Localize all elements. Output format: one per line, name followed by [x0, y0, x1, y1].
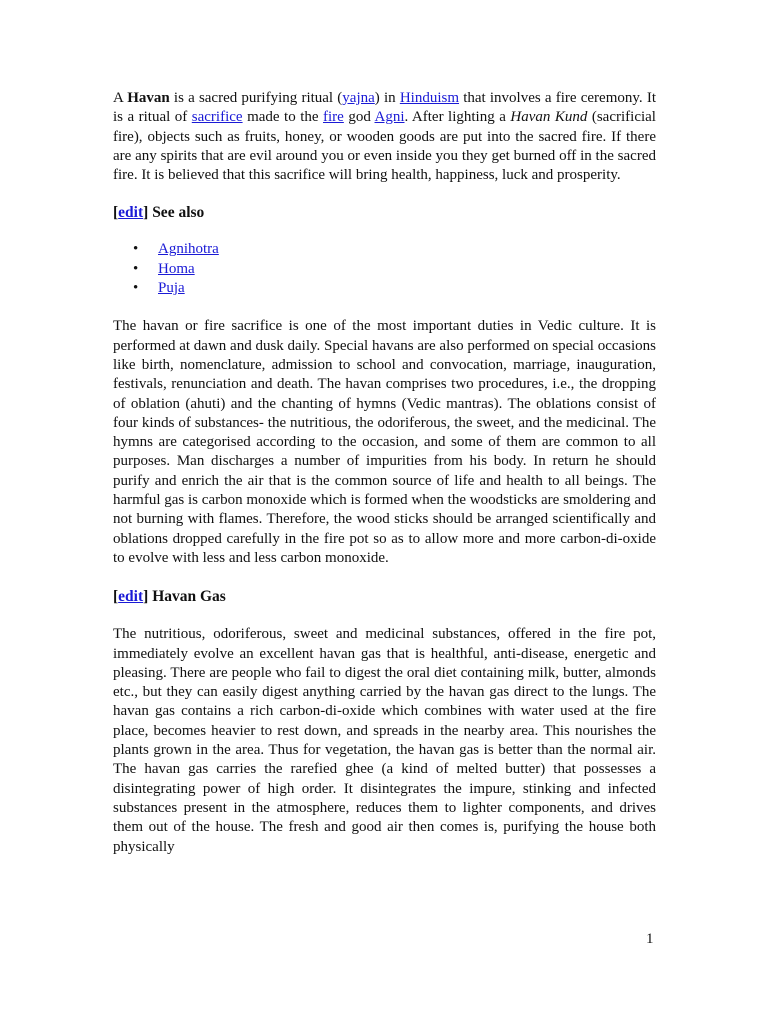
see-also-list — [113, 240, 656, 298]
list-item — [113, 260, 656, 279]
intro-text: made to the — [242, 109, 324, 126]
agnihotra-link[interactable]: Agnihotra — [158, 241, 219, 258]
bracket: [ — [113, 204, 119, 222]
bracket: ] — [143, 204, 153, 222]
list-item — [113, 240, 656, 259]
intro-text: god — [343, 109, 375, 126]
bullet: • — [133, 260, 139, 277]
bullet: • — [133, 241, 139, 258]
intro-text: . After lighting a — [404, 109, 511, 126]
document-page — [113, 89, 656, 857]
havan-term: Havan — [127, 90, 170, 106]
havan-gas-heading — [113, 587, 656, 607]
intro-text: is a sacred purifying ritual ( — [169, 90, 343, 106]
bullet: • — [133, 280, 139, 297]
agni-link[interactable]: Agni — [374, 109, 405, 126]
puja-link[interactable]: Puja — [158, 280, 185, 297]
intro-text: ) in — [374, 90, 400, 106]
see-also-title: See also — [152, 204, 205, 222]
fire-link[interactable]: fire — [323, 109, 344, 126]
sacrifice-link[interactable]: sacrifice — [191, 109, 243, 126]
bracket: [ — [113, 588, 119, 606]
see-also-heading — [113, 203, 656, 223]
see-also-edit-link[interactable]: edit — [118, 204, 144, 222]
hinduism-link[interactable]: Hinduism — [399, 90, 460, 106]
intro-paragraph — [113, 89, 656, 185]
list-item — [113, 279, 656, 298]
yajna-link[interactable]: yajna — [342, 90, 375, 106]
havan-kund-term: Havan Kund — [510, 109, 588, 126]
page-number: 1 — [646, 931, 654, 947]
homa-link[interactable]: Homa — [158, 260, 195, 277]
havan-gas-edit-link[interactable]: edit — [118, 588, 144, 606]
havan-gas-paragraph: The nutritious, odoriferous, sweet and medicinal substances, offered in the fire pot, immediately evolve an excellent havan gas that is healthful, anti-disease, energetic and pleasing. There are people who fail to digest the oral diet containing milk, butter, almonds etc., but they can easily digest anything carried by the havan gas direct to the lungs. The havan gas contains a rich carbon-di-oxide which combines with water used at the fire place, becomes heavier to rest down, and spreads in the nearby area. This nourishes the plants grown in the area. Thus for vegetation, the havan gas is better than the normal air. The havan gas carries the rarefied ghee (a kind of melted butter) that possesses a disintegrating power of high order. It disintegrates the impure, stinking and infected substances present in the atmosphere, reduces them to lighter components, and drives them out of the house. The fresh and good air then comes is, purifying the house both physically — [113, 626, 656, 855]
vedic-culture-paragraph: The havan or fire sacrifice is one of the most important duties in Vedic culture. It is performed at dawn and dusk daily. Special havans are also performed on special occasions like birth, nomenclature, admission to school and convocation, marriage, inauguration, festivals, renunciation and death. The havan comprises two procedures, i.e., the dropping of oblation (ahuti) and the chanting of hymns (Vedic mantras). The oblations consist of four kinds of substances- the nutritious, the odoriferous, the sweet, and the medicinal. The hymns are categorised according to the occasion, and some of them are common to all purposes. Man discharges a number of impurities from his body. In return he should purify and enrich the air that is the common source of life and health to all beings. The harmful gas is carbon monoxide which is formed when the woodsticks are smoldering and not burning with flames. Therefore, the wood sticks should be arranged scientifically and oblations dropped carefully in the fire pot so as to allow more and more carbon-di-oxide to evolve with less and less carbon monoxide. — [113, 318, 657, 566]
bracket: ] — [143, 588, 153, 606]
intro-text: A — [113, 90, 128, 106]
havan-gas-title: Havan Gas — [152, 588, 226, 606]
intro-text: (sacrificial fire), objects such as fruits, honey, or wooden goods are put into the sacred fire. If there are any spirits that are evil around you or even inside you they get burned off in the sacred fire. It is believed that this sacrifice will bring health, happiness, luck and prosperity. — [113, 109, 656, 184]
intro-text: that involves a fire ceremony. It is a ritual of — [113, 90, 657, 126]
